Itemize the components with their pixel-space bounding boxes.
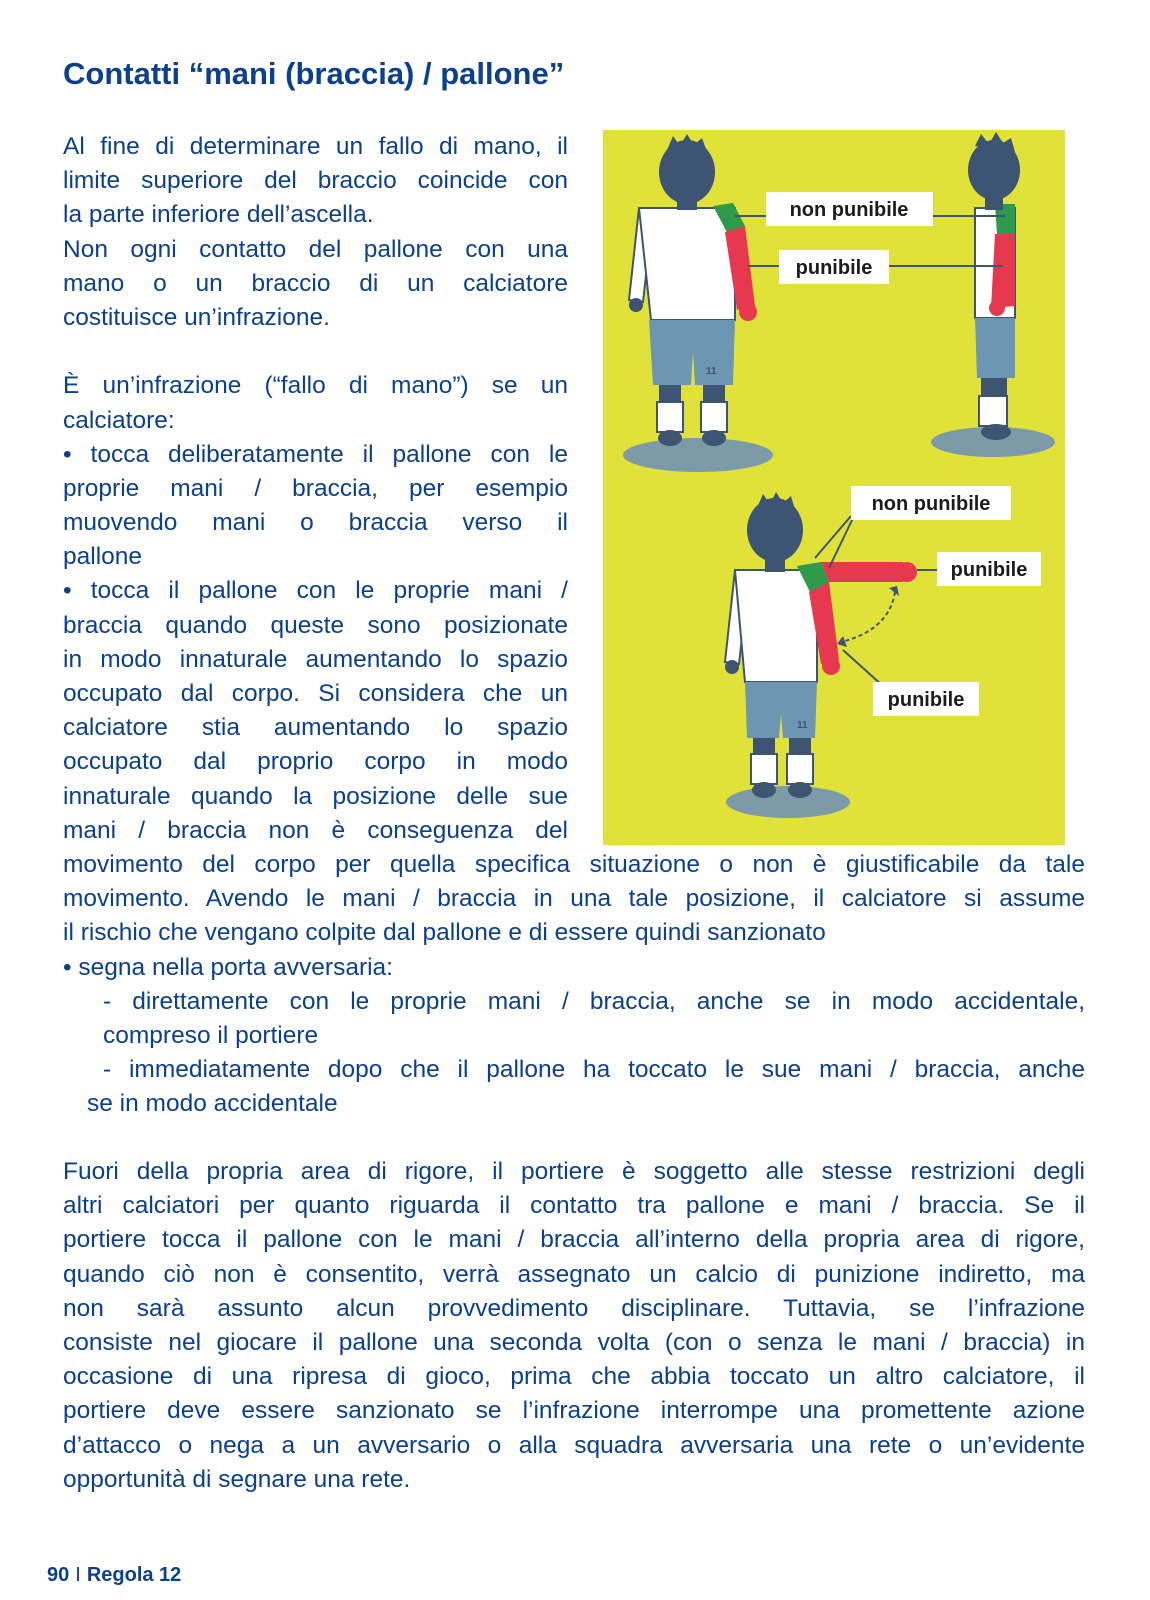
text-line: d’attacco o nega a un avversario o alla squadra avversaria una rete o un’evidente: [63, 1431, 1085, 1459]
text-line: occupato dal proprio corpo in modo: [63, 748, 568, 776]
text-line: movimento del corpo per quella specifica situazione o non è giustificabile da tale: [63, 851, 1085, 878]
text-line: altri calciatori per quanto riguarda il contatto tra pallone e mani / braccia. Se il: [63, 1192, 1085, 1220]
label-non-punibile: non punibile: [871, 493, 991, 515]
boot: [981, 424, 1011, 440]
label-non-punibile: non punibile: [789, 199, 909, 221]
sock: [979, 396, 1007, 426]
intro-column: [63, 130, 568, 848]
sub-item-line: - immediatamente dopo che il pallone ha toccato le sue mani / braccia, anche: [103, 1056, 1085, 1084]
shorts: [975, 318, 1015, 378]
shirt-number: 11: [797, 720, 808, 731]
text-line: occasione di una ripresa di gioco, prima che abbia toccato un altro calciatore, il: [63, 1363, 1085, 1391]
illustration-svg: [603, 130, 1065, 845]
sub-item-line: - direttamente con le proprie mani / braccia, anche se in modo accidentale,: [103, 987, 1085, 1015]
text-line: quando ciò non è consentito, verrà assegnato un calcio di punizione indiretto, ma: [63, 1260, 1085, 1288]
text-line: non sarà assunto alcun provvedimento disciplinare. Tuttavia, se l’infrazione: [63, 1294, 1085, 1322]
bullet-line: • segna nella porta avversaria:: [63, 953, 393, 981]
text-line: in modo innaturale aumentando lo spazio: [63, 645, 568, 673]
bullet-line: • tocca il pallone con le proprie mani /: [63, 577, 568, 605]
text-line: braccia quando queste sono posizionate: [63, 611, 568, 639]
text-line: limite superiore del braccio coincide con: [63, 167, 568, 195]
right-sock: [787, 754, 813, 784]
text-line: Non ogni contatto del pallone con una: [63, 235, 568, 263]
shirt: [735, 570, 817, 682]
page-title: Contatti “mani (braccia) / pallone”: [63, 56, 565, 91]
label-punibile: punibile: [887, 689, 965, 711]
text-line: mani / braccia non è conseguenza del: [63, 816, 568, 844]
page-number: 90: [47, 1564, 70, 1586]
text-line: È un’infrazione (“fallo di mano”) se un: [63, 372, 568, 400]
text-line: proprie mani / braccia, per esempio: [63, 474, 568, 502]
text-line: portiere tocca il pallone con le mani / braccia all’interno della propria area di rigore,: [63, 1226, 1085, 1254]
text-line: calciatore stia aumentando lo spazio: [63, 714, 568, 742]
page-footer: [47, 1564, 181, 1587]
right-boot: [788, 782, 812, 798]
left-boot: [752, 782, 776, 798]
left-sock: [657, 402, 683, 432]
text-line: movimento. Avendo le mani / braccia in una tale posizione, il calciatore si assume: [63, 885, 1085, 913]
text-line: la parte inferiore dell’ascella.: [63, 201, 374, 229]
player-shadow: [623, 438, 773, 472]
text-line: portiere deve essere sanzionato se l’infrazione interrompe una promettente azione: [63, 1397, 1085, 1425]
punibile-hand-extended: [897, 562, 917, 582]
text-line: occupato dal corpo. Si considera che un: [63, 680, 568, 707]
left-hand: [629, 298, 643, 312]
text-line: Fuori della propria area di rigore, il portiere è soggetto alle stesse restrizioni degli: [63, 1158, 1085, 1185]
sub-item-line: compreso il portiere: [103, 1021, 319, 1049]
punibile-hand: [989, 300, 1005, 316]
text-line: consiste nel giocare il pallone una seconda volta (con o senza le mani / braccia) in: [63, 1328, 1085, 1356]
goalkeeper-paragraph: [63, 1155, 1085, 1497]
arm-extended-red-zone: [821, 562, 903, 582]
shirt: [639, 208, 735, 320]
right-sock: [701, 402, 727, 432]
arm-red-zone: [991, 234, 1015, 308]
punibile-hand: [739, 303, 757, 321]
text-line: mano o un braccio di un calciatore: [63, 269, 568, 297]
text-line: pallone: [63, 543, 143, 571]
paragraph-gap: [63, 335, 568, 369]
left-hand: [725, 660, 739, 674]
label-punibile: punibile: [950, 559, 1028, 581]
shirt-number: 11: [706, 366, 717, 377]
text-line: Al fine di determinare un fallo di mano, il: [63, 133, 568, 160]
text-line: costituisce un’infrazione.: [63, 303, 330, 331]
text-line: calciatore:: [63, 406, 175, 434]
label-punibile: punibile: [795, 257, 873, 279]
text-line: il rischio che vengano colpite dal pallone e di essere quindi sanzionato: [63, 919, 826, 947]
continued-paragraph: [63, 848, 1085, 1122]
left-boot: [658, 430, 682, 446]
bullet-line: • tocca deliberatamente il pallone con le: [63, 440, 568, 468]
handball-illustration: [603, 130, 1065, 845]
text-line: muovendo mani o braccia verso il: [63, 509, 568, 537]
sub-item-line: se in modo accidentale: [87, 1090, 338, 1118]
text-line: innaturale quando la posizione delle sue: [63, 782, 568, 810]
punibile-hand-low: [822, 657, 840, 675]
right-boot: [702, 430, 726, 446]
left-sock: [751, 754, 777, 784]
player-shadow: [726, 786, 850, 818]
text-line: opportunità di segnare una rete.: [63, 1465, 411, 1493]
footer-separator: I: [75, 1564, 81, 1586]
section-name: Regola 12: [86, 1564, 182, 1586]
